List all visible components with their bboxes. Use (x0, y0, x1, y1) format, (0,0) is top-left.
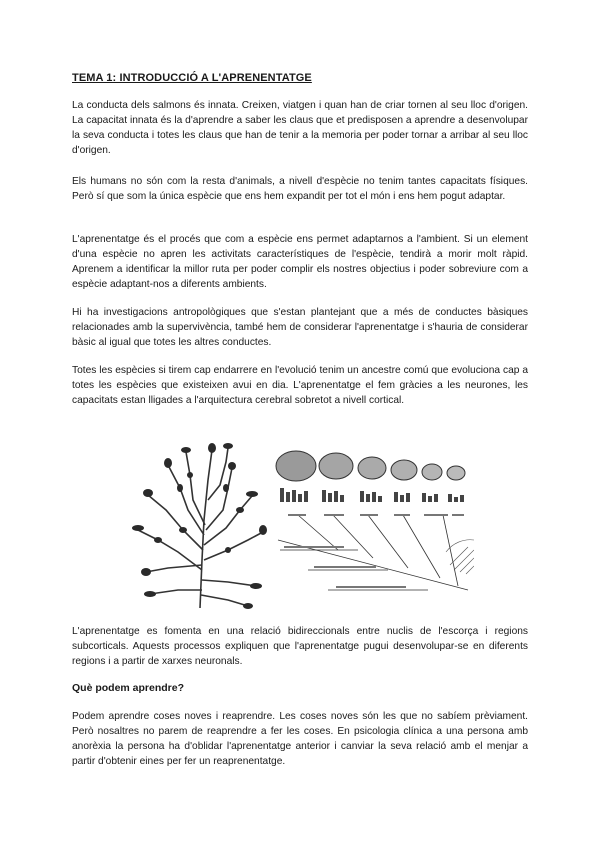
cladogram-lines (278, 515, 468, 590)
phylogenetic-tree-illustration (138, 448, 263, 608)
paragraph-investigacions: Hi ha investigacions antropològiques que s'estan plantejant que a més de conductes bàsiques relacionades amb la supervivència, també hem de considerar l'aprenentatge i s'hauria de considerar bàsic al igual que totes les altres conductes. (72, 307, 528, 348)
paragraph-aprenentatge: L'aprenentatge és el procés que com a espècie ens permet adaptarnos a l'ambient. Si un element d'una espècie no apren les activitats característiques de l'espècie, tendirà a morir molt ràpid. Aprenem a identificar la millor ruta per poder complir els nostres objectius i poder sobreviure com a espècie adaptant-nos a diferents ambients. (72, 234, 528, 290)
paragraph-salmons: La conducta dels salmons és innata. Creixen, viatgen i quan han de criar tornen al seu lloc d'origen. La capacitat innata és la d'aprendre a saber les claus que et predisposen a aprendre a desenvolupar la seva conducta i totes les claus que han de tenir a la memoria per poder tornar a arribar al seu lloc d'origen. (72, 100, 528, 156)
paragraph-evolucio: Totes les espècies si tirem cap endarrere en l'evolució tenim un ancestre comú que evoluciona cap a totes les espècies que existeixen avui en dia. L'aprenentatge el fem gràcies a les neurones, les capacitats estan lligades a l'arquitectura cerebral sobretot a nivell cortical. (72, 365, 528, 406)
section-heading: Què podem aprendre? (72, 682, 185, 694)
brain-bar-charts (280, 488, 464, 502)
evolution-brain-figure (128, 440, 474, 612)
brain-illustrations (276, 451, 465, 481)
page-title: TEMA 1: INTRODUCCIÓ A L'APRENENTATGE (72, 72, 312, 84)
hatched-region-illustration (446, 540, 474, 574)
paragraph-humans: Els humans no són com la resta d'animals, a nivell d'espècie no tenim tantes capacitats físiques. Però sí que som la única espècie que ens hem expandit per tot el món i ens hem pogut adaptar. (72, 176, 528, 202)
paragraph-bidireccional: L'aprenentatge es fomenta en una relació bidireccionals entre nuclis de l'escorça i regions subcorticals. Aquests processos expliquen que l'aprenentatge pugui desenvolupar-se en diferents regions i a partir de xarxes neuronals. (72, 626, 528, 667)
paragraph-podem-aprendre: Podem aprendre coses noves i reaprendre. Les coses noves són les que no sabíem prèviament. Però nosaltres no parem de reaprendre a fer les coses. En psicologia clínica a una persona amb anorèxia la persona ha d'oblidar l'aprenentatge anterior i canviar la seva relació amb el menjar a partir d'obtenir eines per fer un reaprenentatge. (72, 711, 528, 767)
figure-label-marks (284, 514, 464, 588)
